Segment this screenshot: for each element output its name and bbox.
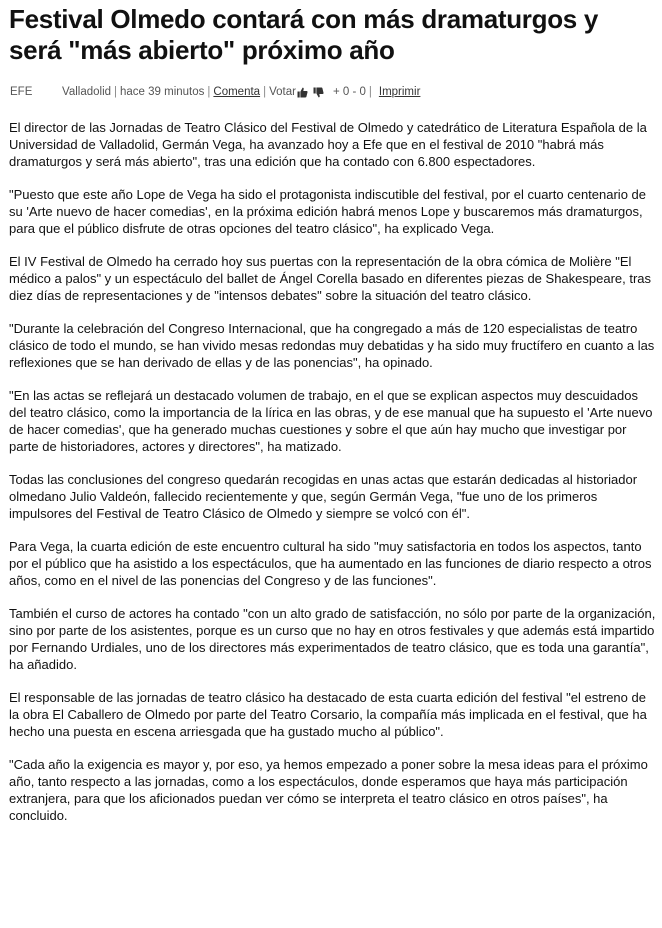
thumbs-up-icon[interactable] (297, 87, 308, 98)
meta-separator: | (263, 86, 267, 98)
article-location: Valladolid (62, 86, 112, 98)
article-paragraph: El IV Festival de Olmedo ha cerrado hoy sus puertas con la representación de la obra cómica de Molière "El médico a palos" y un espectáculo del ballet de Ángel Corella basado en diferentes piezas de Shakespeare, tras diez días de representaciones y de "intensos debates" sobre la situación del teatro clásico. (9, 254, 652, 303)
article-paragraph: "Cada año la exigencia es mayor y, por eso, ya hemos empezado a poner sobre la mesa ideas para el próximo año, tanto respecto a las jornadas, como a los espectáculos, donde esperamos que haya más participación extranjera, para que los aficionados puedan ver cómo se interpreta el teatro clásico en otros países", ha concluido. (9, 757, 648, 823)
article-paragraph: También el curso de actores ha contado "con un alto grado de satisfacción, no sólo por parte de la organización, sino por parte de los asistentes, porque es un curso que no hay en otros festivales y que además está impartido por Fernando Urdiales, uno de los directores más experimentados de teatro clásico, que es toda una garantía", ha añadido. (9, 606, 656, 672)
comment-link[interactable]: Comenta (213, 86, 261, 98)
article-paragraph: "Puesto que este año Lope de Vega ha sido el protagonista indiscutible del festival, por el cuarto centenario de su 'Arte nuevo de hacer comedias', en la próxima edición habrá menos Lope y buscaremos más dramaturgos, para que el público disfrute de otras opciones del teatro clásico", ha explicado Vega. (9, 187, 646, 236)
vote-label: Votar (269, 86, 296, 98)
article-body (9, 119, 656, 824)
meta-separator: | (207, 86, 211, 98)
article-paragraph: El director de las Jornadas de Teatro Clásico del Festival de Olmedo y catedrático de Literatura Española de la Universidad de Valladolid, Germán Vega, ha avanzado hoy a Efe que en el festival de 2010 "habrá más dramaturgos y será más abierto", tras una edición que ha contado con 6.800 espectadores. (9, 120, 647, 169)
article-source: EFE (10, 86, 33, 98)
meta-separator: | (368, 86, 372, 98)
thumbs-down-icon[interactable] (313, 87, 324, 98)
article-paragraph: "Durante la celebración del Congreso Internacional, que ha congregado a más de 120 especialistas de teatro clásico de todo el mundo, se han vivido mesas redondas muy debatidas y ha sido muy fructífero en cuanto a las reflexiones que se han derivado de ellas y de las ponencias", ha opinado. (9, 321, 655, 370)
article-paragraph: Todas las conclusiones del congreso quedarán recogidas en unas actas que estarán dedicadas al historiador olmedano Julio Valdeón, fallecido recientemente y que, según Germán Vega, "fue uno de los primeros impulsores del Festival de Teatro Clásico de Olmedo y siempre se volcó con él". (9, 472, 638, 521)
article-time: hace 39 minutos (120, 86, 205, 98)
article-paragraph: "En las actas se reflejará un destacado volumen de trabajo, en el que se explican aspectos muy descuidados del teatro clásico, como la importancia de la lírica en las obras, y de ese manual que ha supuesto el 'Arte nuevo de hacer comedias', que ha generado muchas cuestiones y sobre el que aún hay mucho que investigar por parte de historiadores, actores y directores", ha matizado. (9, 388, 653, 454)
vote-score: + 0 - 0 (332, 86, 366, 98)
article-title: Festival Olmedo contará con más dramaturgos y será "más abierto" próximo año (9, 4, 599, 65)
print-link[interactable]: Imprimir (378, 86, 421, 98)
article-paragraph: Para Vega, la cuarta edición de este encuentro cultural ha sido "muy satisfactoria en todos los aspectos, tanto por el público que ha asistido a los espectáculos, que ha aumentado en las funciones de diario respecto a otros años, como en el nivel de las ponencias del Congreso y de las funciones". (9, 539, 652, 588)
article-meta-bar (10, 84, 656, 100)
article-paragraph: El responsable de las jornadas de teatro clásico ha destacado de esta cuarta edición del festival "el estreno de la obra El Caballero de Olmedo por parte del Teatro Corsario, la compañía más implicada en el festival, que ha hecho una puesta en escena arriesgada que ha gustado mucho al público". (9, 690, 647, 739)
meta-separator: | (114, 86, 118, 98)
